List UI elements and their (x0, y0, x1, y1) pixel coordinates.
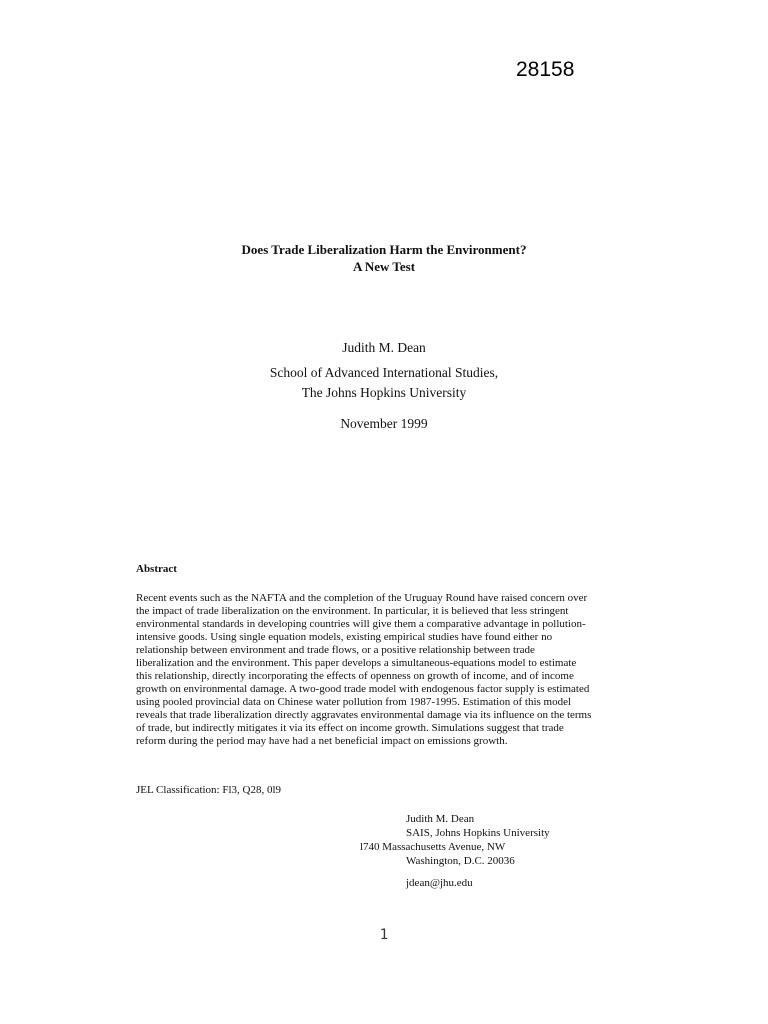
title-line-1: Does Trade Liberalization Harm the Environment? (241, 242, 527, 257)
document-number: 28158 (516, 58, 575, 81)
contact-street: l740 Massachusetts Avenue, NW (360, 841, 506, 853)
jel-classification: JEL Classification: Fl3, Q28, 0l9 (136, 784, 282, 796)
abstract-heading: Abstract (136, 563, 177, 575)
abstract-line: intensive goods. Using single equation models, existing empirical studies have found either no (136, 631, 553, 643)
abstract-line: liberalization and the environment. This paper develops a simultaneous-equations model to estimate (136, 657, 577, 669)
abstract-body (136, 592, 636, 748)
abstract-line: reform during the period may have had a net beneficial impact on emissions growth. (136, 735, 508, 747)
abstract-line: relationship between environment and trade flows, or a positive relationship between trade (136, 644, 535, 656)
contact-name: Judith M. Dean (406, 813, 475, 825)
page-number: 1 (379, 927, 389, 943)
abstract-line: reveals that trade liberalization directly aggravates environmental damage via its influence on the terms (136, 709, 592, 721)
abstract-line: this relationship, directly incorporating the effects of openness on growth of income, and of income (136, 670, 574, 682)
contact-block (360, 812, 550, 890)
contact-institution: SAIS, Johns Hopkins University (406, 827, 550, 839)
abstract-line: Recent events such as the NAFTA and the completion of the Uruguay Round have raised concern over (136, 592, 588, 604)
abstract-line: growth on environmental damage. A two-good trade model with endogenous factor supply is estimated (136, 683, 590, 695)
affiliation-line-1: School of Advanced International Studies, (269, 365, 499, 380)
author-name: Judith M. Dean (342, 340, 426, 355)
abstract-line: using pooled provincial data on Chinese water pollution from 1987-1995. Estimation of this model (136, 696, 572, 708)
contact-email[interactable]: jdean@jhu.edu (406, 877, 473, 889)
title-line-2: A New Test (352, 259, 416, 274)
publication-date: November 1999 (340, 416, 428, 431)
affiliation-line-2: The Johns Hopkins University (301, 385, 467, 400)
contact-city: Washington, D.C. 20036 (406, 855, 515, 867)
abstract-line: of trade, but indirectly mitigates it via its effect on income growth. Simulations suggest that trade (136, 722, 564, 734)
author-block (0, 338, 768, 403)
abstract-line: environmental standards in developing countries will give them a comparative advantage in pollution- (136, 618, 586, 630)
paper-title (0, 241, 768, 275)
abstract-line: the impact of trade liberalization on the environment. In particular, it is believed that less stringent (136, 605, 569, 617)
